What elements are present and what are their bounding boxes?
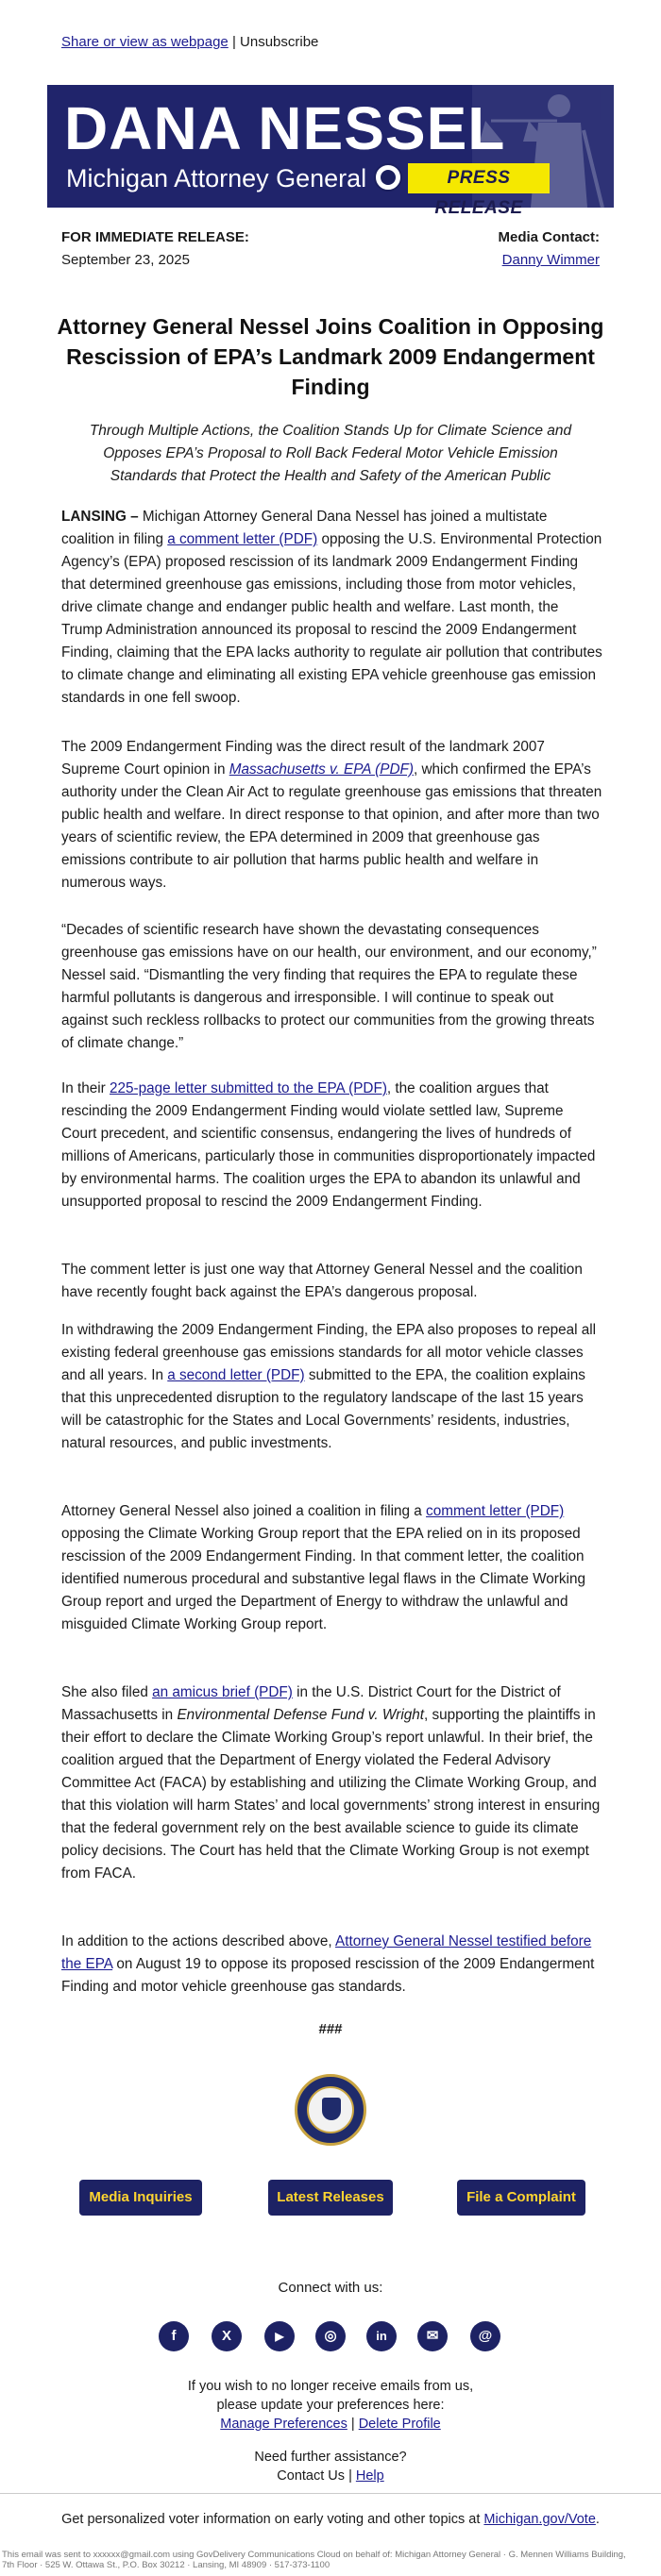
connect-label: Connect with us: xyxy=(278,2280,383,2296)
prefs-links xyxy=(0,2415,661,2434)
prefs-line-2: please update your preferences here: xyxy=(216,2398,445,2413)
paragraph-text: In addition to the actions described above, xyxy=(61,1933,335,1949)
delete-profile-link[interactable]: Delete Profile xyxy=(358,2417,441,2432)
paragraph-text: Attorney General Nessel also joined a coalition in filing a xyxy=(61,1503,427,1519)
assist-separator: | xyxy=(348,2468,352,2484)
preferences-section xyxy=(0,2377,661,2434)
225-page-letter-link[interactable]: 225-page letter submitted to the EPA (PDF) xyxy=(110,1080,387,1096)
help-link[interactable]: Help xyxy=(355,2468,384,2484)
paragraph-8 xyxy=(61,1681,602,1885)
voter-end: . xyxy=(595,2512,600,2527)
media-contact-label: Media Contact: xyxy=(498,229,600,245)
footer-line-1: This email was sent to xxxxxx@gmail.com using GovDelivery Communications Cloud on behalf of: Michigan Attorney General · G. Mennen Williams Building, xyxy=(2,2550,626,2560)
voter-text: Get personalized voter information on early voting and other topics at xyxy=(61,2512,484,2527)
michigan-vote-link[interactable]: Michigan.gov/Vote xyxy=(483,2512,596,2527)
testimony-link[interactable]: Attorney General Nessel testified before the EPA xyxy=(61,1933,592,1972)
paragraph-9 xyxy=(61,1931,602,1999)
paragraph-text: , supporting the plaintiffs in their effort to declare the Climate Working Group’s report unlawful. In their brief, the coalition argued that the Department of Energy violated the Federal Advisory Committee Act (FACA) by establishing and utilizing the Climate Working Group, and that this violation will harm States’ and local governments’ strong interest in ensuring that the federal government rely on the best available science to guide its climate policy decisions. The Court has held that the Climate Working Group is not exempt from FACA. xyxy=(61,1707,601,1882)
release-info xyxy=(61,226,249,272)
climate-comment-letter-link[interactable]: comment letter (PDF) xyxy=(426,1503,565,1519)
paragraph-7 xyxy=(61,1500,602,1636)
paragraph-text: She also filed xyxy=(61,1684,153,1700)
paragraph-text: , which confirmed the EPA’s authority under the Clean Air Act to regulate greenhouse gas emissions that threaten public health and welfare. In direct response to that opinion, and after more than two years of scientific review, the EPA determined in 2009 that greenhouse gas emissions contribute to air pollution that harms public health and welfare in numerous ways. xyxy=(61,761,602,891)
release-label: FOR IMMEDIATE RELEASE: xyxy=(61,229,249,245)
footer-divider xyxy=(0,2493,661,2494)
facebook-icon[interactable]: f xyxy=(159,2321,189,2351)
prefs-line-1: If you wish to no longer receive emails from us, xyxy=(187,2379,474,2394)
paragraph-2 xyxy=(61,736,602,895)
seal-shield xyxy=(322,2098,341,2120)
seal-inner xyxy=(307,2086,354,2133)
threads-icon[interactable]: @ xyxy=(470,2321,500,2351)
header-banner xyxy=(47,85,614,218)
media-inquiries-button[interactable]: Media Inquiries xyxy=(79,2180,202,2216)
footer-line-2: 7th Floor · 525 W. Ottawa St., P.O. Box 30212 · Lansing, MI 48909 · 517-373-1100 xyxy=(2,2560,330,2570)
paragraph-4 xyxy=(61,1078,602,1213)
voter-info xyxy=(0,2512,661,2527)
share-link[interactable]: Share or view as webpage xyxy=(61,34,229,50)
unsubscribe-link[interactable]: Unsubscribe xyxy=(240,34,319,50)
assist-line-1: Need further assistance? xyxy=(254,2450,407,2465)
banner-subtitle: Michigan Attorney General xyxy=(66,164,367,192)
paragraph-text: , the coalition argues that rescinding the 2009 Endangerment Finding would violate settled law, Supreme Court precedent, and scientific consensus, endangering the lives of hundreds of millions of Americans, particularly those in communities disproportionately impacted by environmental harms. The coalition urges the EPA to abandon its unlawful and unsupported proposal to rescind the 2009 Endangerment Finding. xyxy=(61,1080,596,1210)
paragraph-text: The 2009 Endangerment Finding was the direct result of the landmark 2007 Supreme Court opinion in xyxy=(61,739,545,778)
media-contact xyxy=(498,226,600,272)
contact-us-link[interactable]: Contact Us xyxy=(277,2468,346,2484)
media-contact-link[interactable]: Danny Wimmer xyxy=(501,252,600,268)
attorney-general-seal-icon xyxy=(295,2074,366,2146)
headline: Attorney General Nessel Joins Coalition in Opposing Rescission of EPA’s Landmark 2009 Endangerment Finding xyxy=(57,314,604,399)
paragraph-text: in the U.S. District Court for the District of Massachusetts in xyxy=(61,1684,561,1723)
massachusetts-v-epa-link[interactable]: Massachusetts v. EPA (PDF) xyxy=(229,761,414,778)
paragraph-text: In withdrawing the 2009 Endangerment Finding, the EPA also proposes to repeal all existing federal greenhouse gas emissions standards for all motor vehicle classes and all years. In xyxy=(61,1322,597,1383)
assistance-section xyxy=(0,2448,661,2485)
second-letter-link[interactable]: a second letter (PDF) xyxy=(167,1367,305,1383)
end-mark: ### xyxy=(318,2021,343,2037)
amicus-brief-link[interactable]: an amicus brief (PDF) xyxy=(152,1684,293,1700)
prefs-separator: | xyxy=(350,2417,355,2432)
dateline: LANSING – xyxy=(61,509,139,525)
comment-letter-link[interactable]: a comment letter (PDF) xyxy=(167,531,318,547)
release-date: September 23, 2025 xyxy=(61,252,190,268)
paragraph-text: In their xyxy=(61,1080,110,1096)
top-links xyxy=(61,34,318,50)
file-complaint-button[interactable]: File a Complaint xyxy=(457,2180,585,2216)
paragraph-1 xyxy=(61,506,602,710)
paragraph-text: Michigan Attorney General Dana Nessel has joined a multistate coalition in filing xyxy=(61,509,548,547)
paragraph-6 xyxy=(61,1319,602,1455)
top-links-separator: | xyxy=(231,34,236,50)
michigan-seal-icon xyxy=(374,163,402,192)
paragraph-text: opposing the U.S. Environmental Protection Agency’s (EPA) proposed rescission of its landmark 2009 Endangerment Finding that determined greenhouse gas emissions, including those from motor vehicles, drive climate change and endanger public health and welfare. Last month, the Trump Administration announced its proposal to rescind the 2009 Endangerment Finding, claiming that the EPA lacks authority to regulate air pollution that contributes to climate change and eliminating all existing EPA vehicle greenhouse gas emission standards in one fell swoop. xyxy=(61,531,602,706)
linkedin-icon[interactable]: in xyxy=(366,2321,397,2351)
paragraph-3-quote: “Decades of scientific research have shown the devastating consequences greenhouse gas emissions have on our health, our environment, and our economy,” Nessel said. “Dismantling the very finding that requires the EPA to regulate these harmful pollutants is dangerous and irresponsible. I will continue to speak out against such reckless rollbacks to protect our communities from the growing threats of climate change.” xyxy=(61,922,597,1051)
banner-name: DANA NESSEL xyxy=(64,94,506,162)
email-icon[interactable]: ✉ xyxy=(417,2321,448,2351)
case-name: Environmental Defense Fund v. Wright xyxy=(177,1707,425,1723)
youtube-icon[interactable]: ▶ xyxy=(264,2321,295,2351)
press-release-badge: PRESS RELEASE xyxy=(408,163,550,193)
paragraph-5: The comment letter is just one way that Attorney General Nessel and the coalition have recently fought back against the EPA’s dangerous proposal. xyxy=(61,1262,583,1300)
paragraph-text: opposing the Climate Working Group report that the EPA relied on in its proposed rescission of the 2009 Endangerment Finding. In that comment letter, the coalition identified numerous procedural and substantive legal flaws in the Climate Working Group report and urged the Department of Energy to withdraw the unlawful and misguided Climate Working Group report. xyxy=(61,1526,585,1632)
manage-preferences-link[interactable]: Manage Preferences xyxy=(220,2417,347,2432)
footer-address xyxy=(0,2550,661,2570)
assist-links xyxy=(0,2467,661,2485)
paragraph-text: on August 19 to oppose its proposed rescission of the 2009 Endangerment Finding and motor vehicle greenhouse gas standards. xyxy=(61,1956,595,1995)
latest-releases-button[interactable]: Latest Releases xyxy=(268,2180,393,2216)
instagram-icon[interactable]: ◎ xyxy=(315,2321,346,2351)
paragraph-text: submitted to the EPA, the coalition explains that this unprecedented disruption to the regulatory landscape of the last 15 years will be catastrophic for the States and Local Governments’ residents, industries, natural resources, and public investments. xyxy=(61,1367,585,1451)
x-icon[interactable]: X xyxy=(212,2321,242,2351)
subheadline: Through Multiple Actions, the Coalition Stands Up for Climate Science and Opposes EPA’s Proposal to Roll Back Federal Motor Vehicle Emission Standards that Protect the Health and Safety of the American Public xyxy=(89,423,572,484)
